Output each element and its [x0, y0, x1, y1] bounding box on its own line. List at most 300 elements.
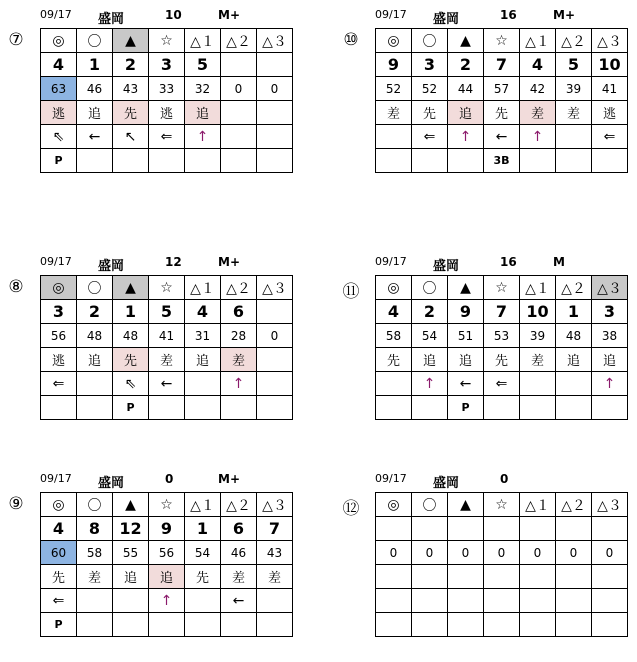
score-cell: 31	[185, 324, 221, 348]
score-cell: 46	[77, 77, 113, 101]
race-date: 09/17	[40, 255, 72, 268]
race-grade: M+	[553, 8, 575, 22]
arrow-cell	[412, 589, 448, 613]
arrow-cell: ↖	[113, 125, 149, 149]
score-cell: 0	[520, 541, 556, 565]
note-cell	[520, 149, 556, 173]
arrow-cell: ↑	[520, 125, 556, 149]
arrow-cell	[77, 589, 113, 613]
arrow-cell: ↑	[221, 372, 257, 396]
mark-cell: △３	[592, 493, 628, 517]
running-style-row	[376, 101, 628, 125]
prediction-table	[375, 275, 628, 420]
score-cell: 57	[484, 77, 520, 101]
mark-cell: ☆	[149, 29, 185, 53]
arrow-cell: ⇐	[592, 125, 628, 149]
note-cell	[448, 613, 484, 637]
score-cell: 48	[113, 324, 149, 348]
note-row	[376, 149, 628, 173]
running-style-cell	[556, 565, 592, 589]
horse-number-cell: 10	[592, 53, 628, 77]
note-cell	[149, 149, 185, 173]
running-style-cell: 追	[592, 348, 628, 372]
horse-number-row	[376, 517, 628, 541]
arrow-row	[41, 589, 293, 613]
running-style-cell: 先	[484, 101, 520, 125]
note-cell	[257, 613, 293, 637]
score-cell: 33	[149, 77, 185, 101]
mark-cell: △１	[520, 29, 556, 53]
arrow-cell	[556, 372, 592, 396]
running-style-cell	[484, 565, 520, 589]
running-style-cell: 追	[448, 101, 484, 125]
horse-number-cell: 9	[376, 53, 412, 77]
arrow-cell	[556, 125, 592, 149]
race-date: 09/17	[40, 8, 72, 21]
horse-number-row	[41, 517, 293, 541]
mark-cell: △３	[592, 29, 628, 53]
mark-cell: 〇	[412, 276, 448, 300]
mark-cell: 〇	[77, 29, 113, 53]
horse-number-cell	[484, 517, 520, 541]
mark-row	[376, 29, 628, 53]
score-cell: 51	[448, 324, 484, 348]
running-style-row	[41, 565, 293, 589]
note-cell	[376, 149, 412, 173]
score-cell: 0	[376, 541, 412, 565]
mark-cell: △２	[221, 493, 257, 517]
race-field-size: 10	[165, 8, 182, 22]
race-block	[8, 8, 340, 198]
mark-cell: 〇	[412, 493, 448, 517]
race-grade: M+	[218, 472, 240, 486]
arrow-cell	[113, 589, 149, 613]
mark-cell: 〇	[77, 493, 113, 517]
score-row	[376, 324, 628, 348]
arrow-cell	[257, 589, 293, 613]
note-cell	[113, 149, 149, 173]
race-block	[8, 472, 340, 662]
score-cell: 41	[592, 77, 628, 101]
mark-cell: △３	[257, 276, 293, 300]
note-row	[41, 396, 293, 420]
race-venue: 盛岡	[433, 476, 460, 491]
score-cell: 63	[41, 77, 77, 101]
horse-number-cell: 1	[113, 300, 149, 324]
score-cell: 52	[376, 77, 412, 101]
horse-number-cell: 6	[221, 300, 257, 324]
arrow-cell	[257, 125, 293, 149]
mark-row	[376, 493, 628, 517]
note-cell	[221, 613, 257, 637]
race-field-size: 16	[500, 255, 517, 269]
race-block	[342, 255, 637, 445]
arrow-cell	[257, 372, 293, 396]
note-cell	[41, 396, 77, 420]
prediction-table	[40, 492, 293, 637]
note-cell	[185, 613, 221, 637]
arrow-cell: ⇐	[484, 372, 520, 396]
arrow-cell	[520, 372, 556, 396]
race-number-label: ⑫	[342, 499, 360, 519]
running-style-cell: 差	[149, 348, 185, 372]
arrow-cell: ⇖	[113, 372, 149, 396]
running-style-cell: 先	[41, 565, 77, 589]
horse-number-cell: 9	[149, 517, 185, 541]
prediction-table	[375, 492, 628, 637]
horse-number-cell: 9	[448, 300, 484, 324]
horse-number-cell: 5	[556, 53, 592, 77]
note-cell	[77, 396, 113, 420]
note-cell	[412, 149, 448, 173]
note-cell	[412, 396, 448, 420]
score-cell: 39	[556, 77, 592, 101]
mark-cell: ◎	[376, 276, 412, 300]
race-grade: M+	[218, 255, 240, 269]
running-style-cell	[520, 565, 556, 589]
note-row	[376, 396, 628, 420]
horse-number-cell: 10	[520, 300, 556, 324]
note-cell	[149, 396, 185, 420]
arrow-cell	[77, 372, 113, 396]
score-cell: 0	[221, 77, 257, 101]
race-number-label: ⑧	[8, 277, 24, 297]
horse-number-cell: 2	[77, 300, 113, 324]
horse-number-cell	[376, 517, 412, 541]
race-date: 09/17	[375, 8, 407, 21]
horse-number-cell: 3	[592, 300, 628, 324]
note-cell	[520, 613, 556, 637]
score-cell: 54	[185, 541, 221, 565]
mark-cell: △１	[185, 493, 221, 517]
score-cell: 58	[376, 324, 412, 348]
arrow-cell: ⇐	[149, 125, 185, 149]
race-block	[8, 255, 340, 445]
score-row	[376, 541, 628, 565]
horse-number-cell: 2	[113, 53, 149, 77]
horse-number-cell	[448, 517, 484, 541]
running-style-cell	[412, 565, 448, 589]
race-venue: 盛岡	[433, 259, 460, 274]
horse-number-cell: 4	[41, 53, 77, 77]
score-row	[41, 541, 293, 565]
score-cell: 56	[41, 324, 77, 348]
horse-number-cell: 6	[221, 517, 257, 541]
score-cell: 43	[257, 541, 293, 565]
arrow-cell	[185, 372, 221, 396]
horse-number-cell: 1	[77, 53, 113, 77]
arrow-row	[376, 589, 628, 613]
note-cell	[592, 149, 628, 173]
note-cell	[484, 396, 520, 420]
arrow-row	[41, 125, 293, 149]
mark-cell: ▲	[113, 276, 149, 300]
score-cell: 44	[448, 77, 484, 101]
race-date: 09/17	[40, 472, 72, 485]
arrow-cell	[376, 589, 412, 613]
mark-row	[41, 493, 293, 517]
horse-number-cell: 8	[77, 517, 113, 541]
horse-number-cell: 4	[41, 517, 77, 541]
prediction-table	[40, 28, 293, 173]
arrow-cell	[376, 372, 412, 396]
note-cell	[77, 149, 113, 173]
score-cell: 0	[592, 541, 628, 565]
arrow-cell: ↑	[448, 125, 484, 149]
note-cell	[448, 149, 484, 173]
note-cell	[376, 396, 412, 420]
note-cell	[113, 613, 149, 637]
mark-cell: ◎	[376, 493, 412, 517]
race-venue: 盛岡	[98, 476, 125, 491]
horse-number-cell	[556, 517, 592, 541]
note-cell	[592, 613, 628, 637]
note-cell: 3B	[484, 149, 520, 173]
mark-cell: △３	[592, 276, 628, 300]
score-cell: 58	[77, 541, 113, 565]
mark-row	[41, 29, 293, 53]
note-cell: P	[448, 396, 484, 420]
note-cell	[185, 396, 221, 420]
score-cell: 38	[592, 324, 628, 348]
race-date: 09/17	[375, 472, 407, 485]
arrow-cell: ⇐	[41, 372, 77, 396]
race-block	[343, 8, 637, 198]
running-style-cell: 逃	[592, 101, 628, 125]
race-number-label: ⑨	[8, 494, 24, 514]
score-cell: 56	[149, 541, 185, 565]
horse-number-row	[41, 53, 293, 77]
note-cell: P	[41, 149, 77, 173]
note-row	[376, 613, 628, 637]
score-row	[41, 77, 293, 101]
horse-number-cell: 4	[185, 300, 221, 324]
horse-number-cell	[520, 517, 556, 541]
note-cell	[257, 396, 293, 420]
horse-number-cell	[257, 300, 293, 324]
note-cell	[556, 396, 592, 420]
score-cell: 39	[520, 324, 556, 348]
horse-number-cell: 7	[484, 53, 520, 77]
mark-cell: △２	[221, 29, 257, 53]
note-cell	[520, 396, 556, 420]
mark-cell: ▲	[113, 29, 149, 53]
score-cell: 42	[520, 77, 556, 101]
running-style-cell: 差	[520, 101, 556, 125]
arrow-row	[376, 372, 628, 396]
running-style-cell: 逃	[41, 348, 77, 372]
note-cell	[556, 149, 592, 173]
mark-row	[376, 276, 628, 300]
note-cell	[77, 613, 113, 637]
running-style-cell: 差	[520, 348, 556, 372]
score-cell: 52	[412, 77, 448, 101]
mark-cell: △３	[257, 29, 293, 53]
score-cell: 41	[149, 324, 185, 348]
mark-cell: ☆	[484, 276, 520, 300]
mark-cell: △１	[520, 493, 556, 517]
prediction-table	[375, 28, 628, 173]
arrow-cell: ↑	[185, 125, 221, 149]
horse-number-cell: 3	[149, 53, 185, 77]
running-style-cell: 差	[221, 348, 257, 372]
score-cell: 0	[556, 541, 592, 565]
score-cell: 0	[448, 541, 484, 565]
note-cell	[412, 613, 448, 637]
mark-cell: △２	[556, 29, 592, 53]
score-cell: 48	[77, 324, 113, 348]
horse-number-cell: 5	[185, 53, 221, 77]
arrow-cell: ←	[484, 125, 520, 149]
running-style-cell: 先	[376, 348, 412, 372]
arrow-row	[376, 125, 628, 149]
mark-cell: ◎	[41, 276, 77, 300]
running-style-cell: 追	[149, 565, 185, 589]
arrow-cell: ⇖	[41, 125, 77, 149]
running-style-cell: 追	[185, 348, 221, 372]
prediction-table	[40, 275, 293, 420]
arrow-row	[41, 372, 293, 396]
horse-number-cell: 1	[556, 300, 592, 324]
running-style-cell: 追	[185, 101, 221, 125]
horse-number-cell: 2	[412, 300, 448, 324]
horse-number-row	[376, 53, 628, 77]
arrow-cell: ↑	[412, 372, 448, 396]
score-cell: 54	[412, 324, 448, 348]
running-style-cell: 先	[484, 348, 520, 372]
running-style-cell: 追	[77, 101, 113, 125]
horse-number-cell	[257, 53, 293, 77]
arrow-cell	[556, 589, 592, 613]
running-style-row	[41, 348, 293, 372]
running-style-cell	[257, 348, 293, 372]
horse-number-cell	[221, 53, 257, 77]
running-style-cell	[592, 565, 628, 589]
mark-cell: ◎	[41, 29, 77, 53]
race-venue: 盛岡	[433, 12, 460, 27]
arrow-cell	[520, 589, 556, 613]
running-style-cell: 差	[77, 565, 113, 589]
race-date: 09/17	[375, 255, 407, 268]
arrow-cell	[592, 589, 628, 613]
race-block	[342, 472, 637, 662]
running-style-cell: 追	[77, 348, 113, 372]
mark-cell: ☆	[149, 493, 185, 517]
mark-cell: 〇	[412, 29, 448, 53]
horse-number-cell: 4	[520, 53, 556, 77]
horse-number-cell: 2	[448, 53, 484, 77]
mark-cell: △２	[556, 493, 592, 517]
running-style-cell	[257, 101, 293, 125]
running-style-cell	[448, 565, 484, 589]
mark-cell: △１	[520, 276, 556, 300]
race-field-size: 12	[165, 255, 182, 269]
note-cell	[376, 613, 412, 637]
mark-cell: ▲	[113, 493, 149, 517]
score-cell: 43	[113, 77, 149, 101]
mark-cell: ☆	[484, 493, 520, 517]
race-venue: 盛岡	[98, 12, 125, 27]
arrow-cell: ↑	[592, 372, 628, 396]
score-cell: 0	[484, 541, 520, 565]
running-style-cell: 差	[221, 565, 257, 589]
running-style-cell: 追	[113, 565, 149, 589]
running-style-row	[376, 565, 628, 589]
score-cell: 0	[412, 541, 448, 565]
arrow-cell: ←	[77, 125, 113, 149]
horse-number-row	[41, 300, 293, 324]
running-style-cell: 追	[556, 348, 592, 372]
score-cell: 60	[41, 541, 77, 565]
mark-cell: △２	[221, 276, 257, 300]
note-cell	[149, 613, 185, 637]
race-grade: M	[553, 255, 565, 269]
score-row	[41, 324, 293, 348]
score-cell: 0	[257, 324, 293, 348]
horse-number-cell: 12	[113, 517, 149, 541]
note-row	[41, 613, 293, 637]
race-number-label: ⑩	[343, 30, 359, 50]
running-style-cell: 先	[185, 565, 221, 589]
mark-cell: ☆	[484, 29, 520, 53]
running-style-cell	[376, 565, 412, 589]
race-number-label: ⑦	[8, 30, 24, 50]
arrow-cell	[448, 589, 484, 613]
arrow-cell: ←	[448, 372, 484, 396]
running-style-cell: 逃	[149, 101, 185, 125]
mark-cell: △１	[185, 29, 221, 53]
horse-number-cell: 5	[149, 300, 185, 324]
mark-cell: △３	[257, 493, 293, 517]
arrow-cell: ⇐	[41, 589, 77, 613]
running-style-cell: 差	[556, 101, 592, 125]
horse-number-cell	[412, 517, 448, 541]
running-style-cell: 先	[412, 101, 448, 125]
score-cell: 53	[484, 324, 520, 348]
arrow-cell	[221, 125, 257, 149]
mark-cell: ☆	[149, 276, 185, 300]
note-cell	[556, 613, 592, 637]
note-cell: P	[41, 613, 77, 637]
running-style-cell: 差	[376, 101, 412, 125]
arrow-cell: ←	[149, 372, 185, 396]
score-cell: 55	[113, 541, 149, 565]
mark-cell: ▲	[448, 493, 484, 517]
note-cell	[221, 149, 257, 173]
running-style-row	[41, 101, 293, 125]
horse-number-cell: 7	[257, 517, 293, 541]
note-cell	[484, 613, 520, 637]
running-style-cell: 先	[113, 348, 149, 372]
score-cell: 46	[221, 541, 257, 565]
race-field-size: 0	[500, 472, 509, 486]
arrow-cell	[185, 589, 221, 613]
note-cell	[257, 149, 293, 173]
running-style-cell: 追	[448, 348, 484, 372]
running-style-cell	[221, 101, 257, 125]
note-cell: P	[113, 396, 149, 420]
horse-number-row	[376, 300, 628, 324]
horse-number-cell: 3	[41, 300, 77, 324]
arrow-cell: ⇐	[412, 125, 448, 149]
score-row	[376, 77, 628, 101]
horse-number-cell	[592, 517, 628, 541]
race-grade: M+	[218, 8, 240, 22]
mark-cell: ▲	[448, 276, 484, 300]
score-cell: 48	[556, 324, 592, 348]
note-cell	[185, 149, 221, 173]
score-cell: 28	[221, 324, 257, 348]
